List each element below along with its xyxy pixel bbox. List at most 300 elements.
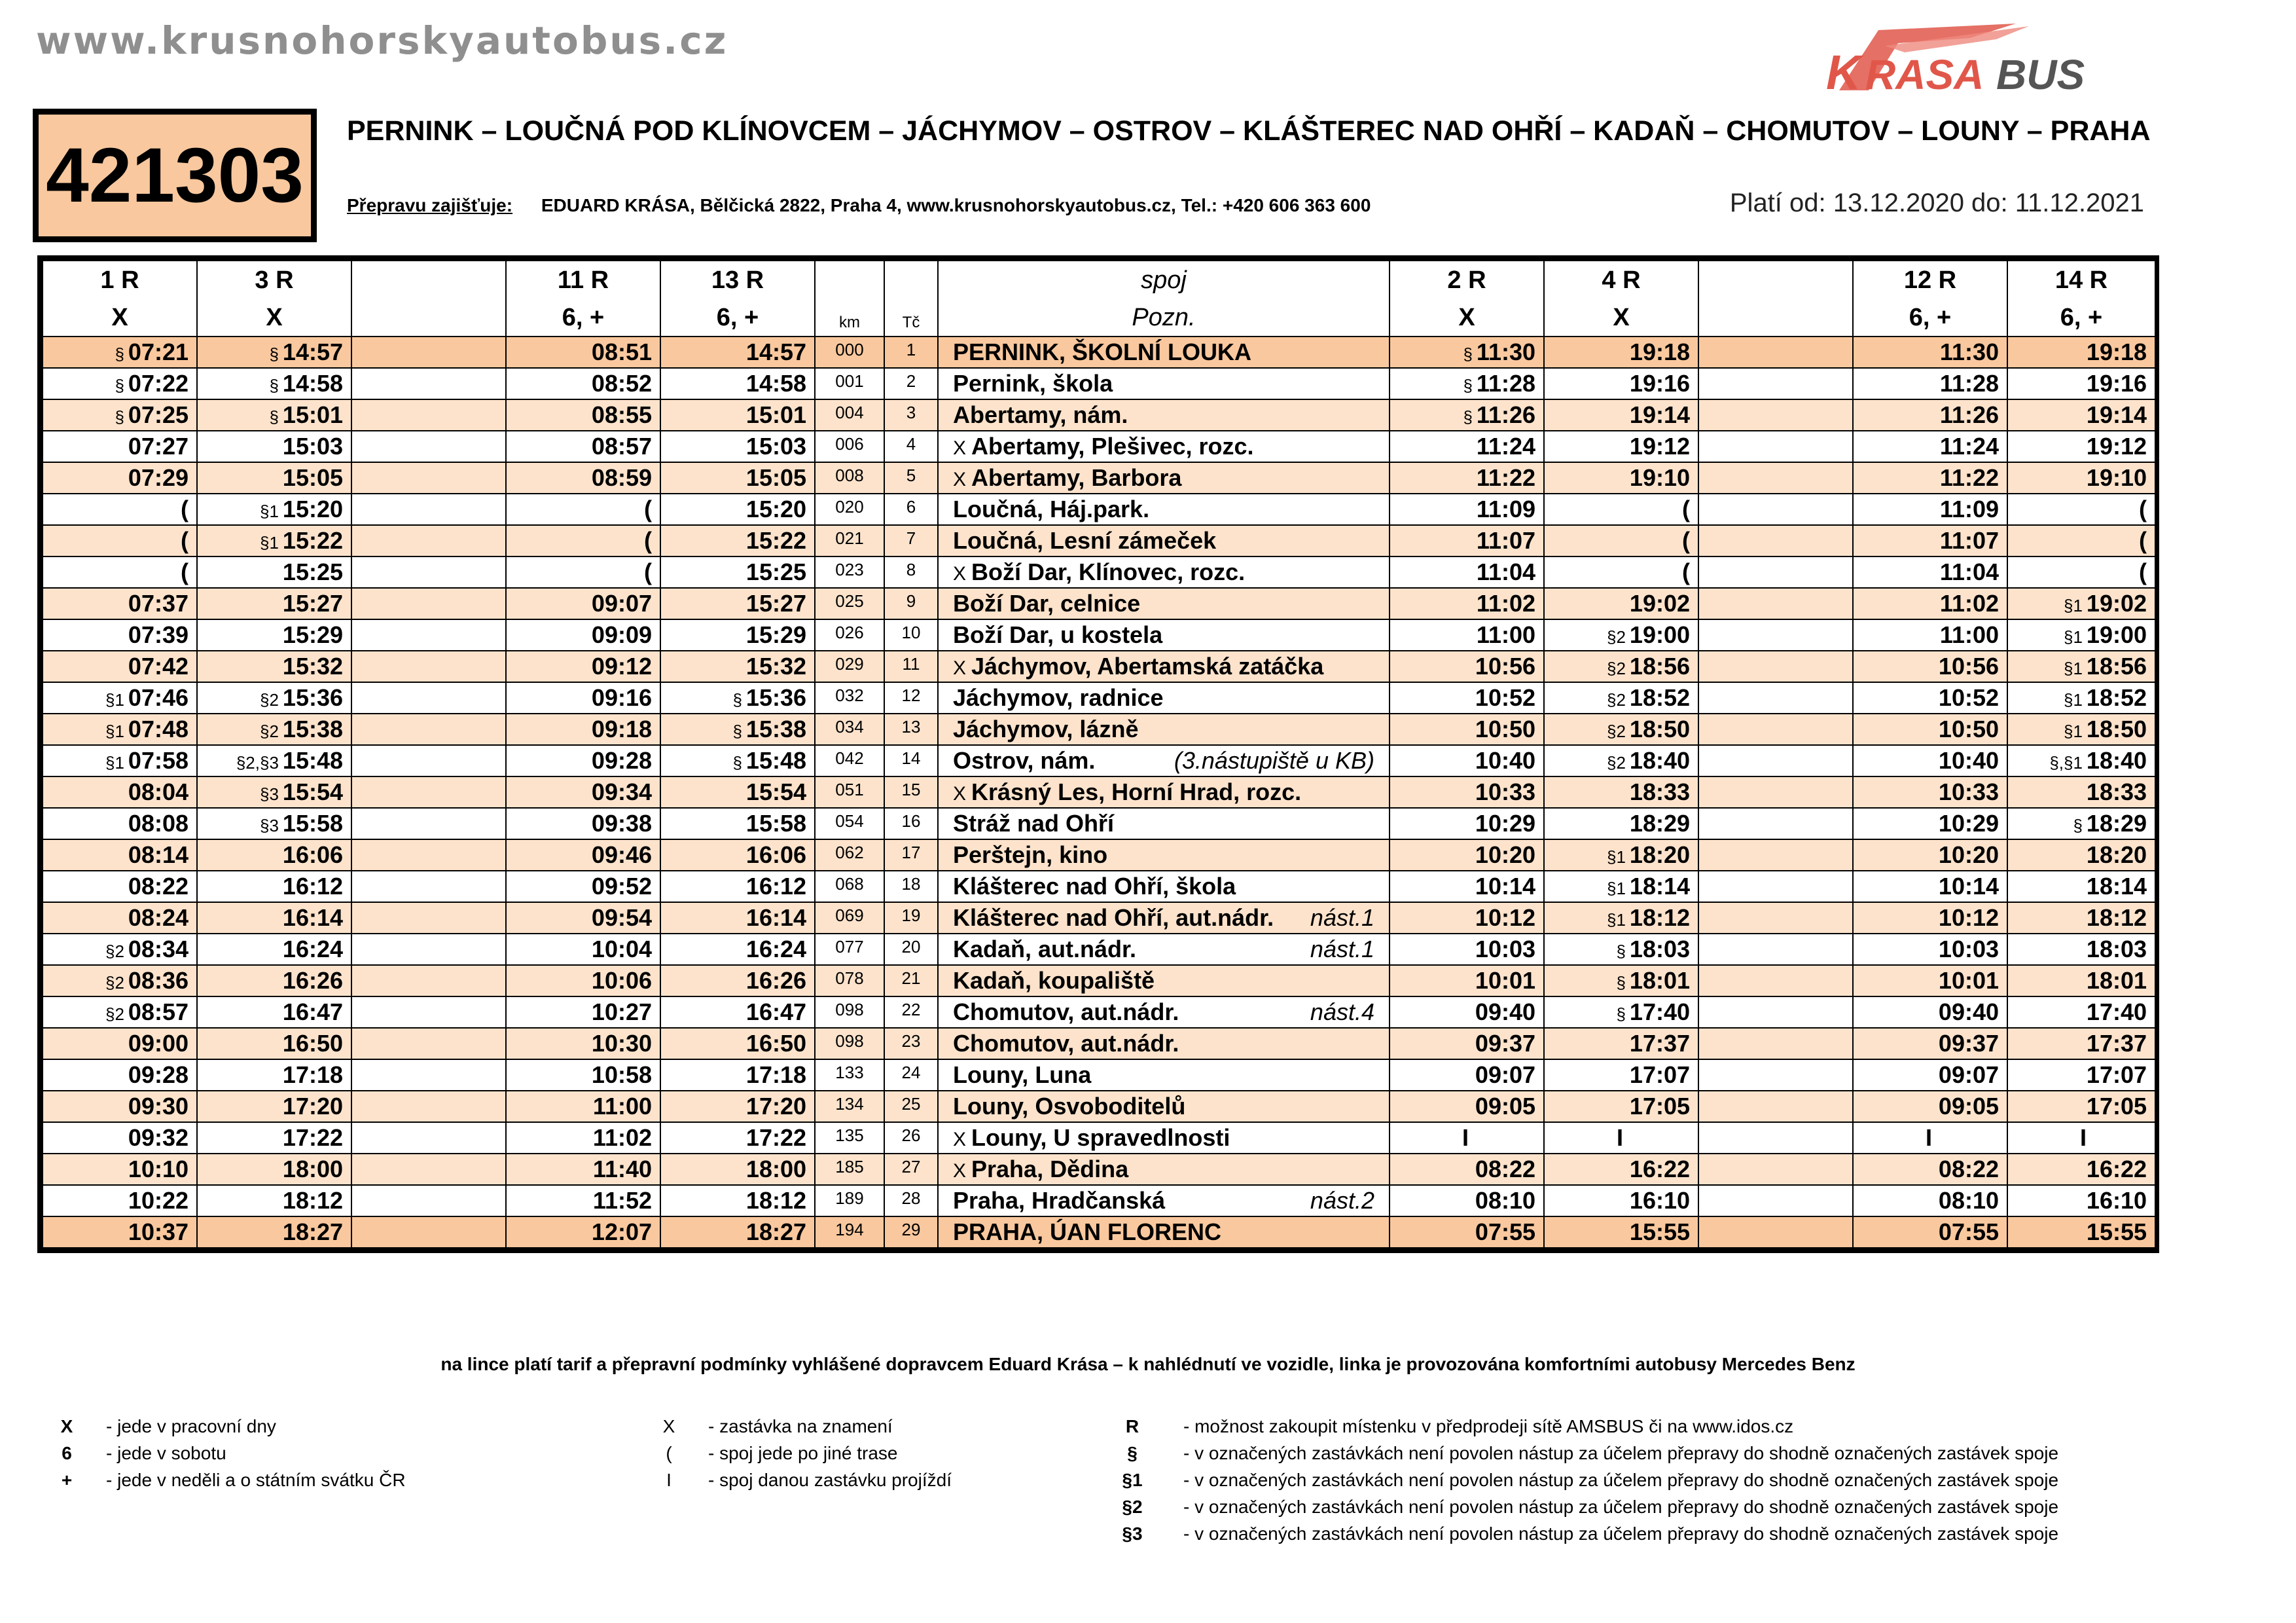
legend-symbol: 6 [62, 1443, 72, 1463]
restriction-mark: §2 [1607, 627, 1626, 647]
departure-time: 17:37 [2086, 1030, 2147, 1057]
time-cell [1544, 431, 1698, 462]
time-cell [2007, 714, 2155, 745]
time-cell [2007, 525, 2155, 556]
departure-time: 15:01 [282, 401, 343, 428]
time-cell [1698, 965, 1853, 996]
departure-time: 15:05 [745, 464, 806, 491]
stop-name: Boží Dar, u kostela [953, 621, 1163, 648]
time-cell [1698, 1122, 1853, 1154]
departure-time: 15:03 [745, 433, 806, 460]
time-cell [43, 745, 197, 776]
time-cell [2007, 1059, 2155, 1091]
tariff-note: na lince platí tarif a přepravní podmínky vyhlášené dopravcem Eduard Krása – k nahlédnutí ve vozidle, linka je provozována komfortními autobusy Mercedes Benz [440, 1354, 1856, 1374]
km-cell: 078 [815, 965, 884, 996]
time-cell [1390, 808, 1544, 839]
departure-time: 11:09 [1939, 496, 1999, 522]
time-cell [1853, 1028, 2007, 1059]
departure-time: 16:22 [2086, 1156, 2147, 1182]
time-cell [1853, 431, 2007, 462]
column-header: 1 R [43, 261, 197, 300]
km-cell: 042 [815, 745, 884, 776]
time-cell [1390, 399, 1544, 431]
departure-time: 09:37 [1475, 1030, 1535, 1057]
header-row-days [43, 300, 2155, 337]
time-cell [660, 619, 815, 651]
time-cell [660, 1028, 815, 1059]
time-cell [1390, 462, 1544, 494]
stop-name: Boží Dar, Klínovec, rozc. [971, 558, 1246, 585]
time-cell [1698, 839, 1853, 871]
time-cell [2007, 1122, 2155, 1154]
time-cell [351, 1091, 506, 1122]
time-cell [197, 337, 351, 368]
departure-time: 17:07 [2086, 1061, 2147, 1088]
stop-name-cell [938, 399, 1390, 431]
time-cell [2007, 399, 2155, 431]
departure-time: 18:50 [1629, 716, 1690, 742]
departure-time: 15:58 [745, 810, 806, 837]
time-cell [351, 651, 506, 682]
time-cell [1390, 494, 1544, 525]
time-cell [197, 965, 351, 996]
time-cell [2007, 1154, 2155, 1185]
departure-time: 10:29 [1475, 810, 1535, 837]
km-cell: 000 [815, 337, 884, 368]
restriction-mark: § [269, 344, 279, 364]
time-cell [660, 1216, 815, 1248]
departure-time: 17:18 [745, 1061, 806, 1088]
time-cell [43, 1091, 197, 1122]
departure-time: 15:36 [745, 684, 806, 711]
stop-number: 5 [884, 462, 938, 494]
time-cell [660, 808, 815, 839]
column-header: 11 R [506, 261, 660, 300]
site-url[interactable]: www.krusnohorskyautobus.cz [36, 18, 728, 63]
departure-time: 11:02 [1939, 590, 1999, 617]
time-cell [1698, 902, 1853, 934]
departure-time: 17:05 [1629, 1093, 1690, 1120]
departure-time: 14:58 [745, 370, 806, 397]
timetable-row [43, 651, 2155, 682]
time-cell [1544, 776, 1698, 808]
departure-time: 18:00 [745, 1156, 806, 1182]
timetable-row [43, 368, 2155, 399]
column-header: Tč [884, 300, 938, 337]
time-cell [1698, 462, 1853, 494]
departure-time: 11:30 [1939, 338, 1999, 365]
departure-time: 18:29 [2086, 810, 2147, 837]
time-cell [43, 368, 197, 399]
time-cell [1853, 1122, 2007, 1154]
stop-number: 6 [884, 494, 938, 525]
departure-time: 16:47 [745, 998, 806, 1025]
legend-item [1113, 1520, 2058, 1547]
departure-time: 18:40 [1629, 747, 1690, 774]
time-cell [660, 1122, 815, 1154]
timetable-row [43, 871, 2155, 902]
departure-time: 18:27 [282, 1218, 343, 1245]
stop-name-cell [938, 619, 1390, 651]
time-cell [1544, 1091, 1698, 1122]
time-cell [1853, 714, 2007, 745]
time-cell [197, 902, 351, 934]
time-cell [1698, 776, 1853, 808]
time-cell [1853, 1091, 2007, 1122]
time-cell [2007, 902, 2155, 934]
departure-time: 08:36 [128, 967, 188, 994]
restriction-mark: §2 [1607, 659, 1626, 678]
departure-time: 07:37 [128, 590, 188, 617]
time-cell [506, 996, 660, 1028]
departure-time: 08:59 [591, 464, 652, 491]
timetable-row [43, 714, 2155, 745]
time-cell [660, 462, 815, 494]
stop-name-cell [938, 431, 1390, 462]
time-cell [506, 337, 660, 368]
stop-number: 22 [884, 996, 938, 1028]
departure-time: 15:38 [745, 716, 806, 742]
time-cell [1390, 651, 1544, 682]
time-cell [506, 1185, 660, 1216]
stop-number: 15 [884, 776, 938, 808]
departure-time: ( [181, 558, 188, 585]
restriction-mark: §1 [1607, 847, 1626, 867]
legend-text: - jede v neděli a o státním svátku ČR [106, 1470, 406, 1490]
departure-time: 11:24 [1476, 433, 1535, 460]
timetable-row [43, 619, 2155, 651]
departure-time: 16:26 [745, 967, 806, 994]
departure-time: ( [181, 527, 188, 554]
column-header: 12 R [1853, 261, 2007, 300]
column-header: km [815, 300, 884, 337]
svg-text:RASA: RASA [1865, 51, 1984, 97]
departure-time: 09:54 [591, 904, 652, 931]
time-cell [1853, 965, 2007, 996]
time-cell [351, 934, 506, 965]
stop-name: Ostrov, nám. [953, 747, 1096, 774]
time-cell [506, 588, 660, 619]
time-cell [351, 871, 506, 902]
km-cell: 008 [815, 462, 884, 494]
restriction-mark: §2,§3 [236, 753, 279, 773]
operator-text: EDUARD KRÁSA, Bělčická 2822, Praha 4, www.krusnohorskyautobus.cz, Tel.: +420 606 363 600 [541, 195, 1371, 215]
restriction-mark: § [115, 344, 124, 364]
time-cell [197, 494, 351, 525]
departure-time: I [1617, 1124, 1624, 1151]
departure-time: 15:48 [745, 747, 806, 774]
timetable-table [42, 260, 2156, 1249]
time-cell [506, 902, 660, 934]
departure-time: 15:54 [282, 778, 343, 805]
km-cell: 185 [815, 1154, 884, 1185]
stop-name: PERNINK, ŠKOLNÍ LOUKA [953, 338, 1252, 365]
km-cell: 069 [815, 902, 884, 934]
departure-time: 16:12 [282, 873, 343, 900]
line-number-box [33, 109, 317, 242]
time-cell [660, 399, 815, 431]
departure-time: 17:20 [745, 1093, 806, 1120]
departure-time: 18:20 [1629, 841, 1690, 868]
time-cell [660, 934, 815, 965]
departure-time: 10:10 [128, 1156, 188, 1182]
stop-name-cell [938, 337, 1390, 368]
departure-time: 15:55 [2086, 1218, 2147, 1245]
km-cell: 021 [815, 525, 884, 556]
column-header [351, 300, 506, 337]
time-cell [506, 399, 660, 431]
time-cell [2007, 682, 2155, 714]
time-cell [1390, 1154, 1544, 1185]
km-cell: 062 [815, 839, 884, 871]
km-cell: 098 [815, 996, 884, 1028]
departure-time: ( [1682, 527, 1690, 554]
time-cell [197, 556, 351, 588]
stop-name-cell [938, 808, 1390, 839]
time-cell [43, 1028, 197, 1059]
time-cell [197, 776, 351, 808]
departure-time: 16:06 [745, 841, 806, 868]
time-cell [43, 934, 197, 965]
departure-time: 18:20 [2086, 841, 2147, 868]
time-cell [197, 714, 351, 745]
time-cell [43, 996, 197, 1028]
departure-time: 07:55 [1938, 1218, 1999, 1245]
legend-symbol: X [60, 1416, 73, 1436]
departure-time: 11:28 [1939, 370, 1999, 397]
stop-name: Perštejn, kino [953, 841, 1108, 868]
column-header: X [43, 300, 197, 337]
stop-number: 27 [884, 1154, 938, 1185]
stop-name: Stráž nad Ohří [953, 810, 1115, 837]
stop-name-cell [938, 714, 1390, 745]
column-header [884, 261, 938, 300]
restriction-mark: §3 [260, 816, 279, 835]
departure-time: 07:29 [128, 464, 188, 491]
legend-item [655, 1440, 952, 1467]
departure-time: 15:48 [282, 747, 343, 774]
time-cell [1544, 651, 1698, 682]
time-cell [1698, 1216, 1853, 1248]
stop-name: Abertamy, Barbora [971, 464, 1182, 491]
departure-time: 08:34 [128, 936, 188, 962]
time-cell [1544, 1216, 1698, 1248]
time-cell [1698, 871, 1853, 902]
column-header: X [197, 300, 351, 337]
time-cell [2007, 776, 2155, 808]
time-cell [43, 556, 197, 588]
departure-time: 09:18 [591, 716, 652, 742]
departure-time: 15:58 [282, 810, 343, 837]
timetable-row [43, 965, 2155, 996]
column-header [351, 261, 506, 300]
legend-text: - spoj danou zastávku projíždí [708, 1470, 952, 1490]
stop-name-cell [938, 745, 1390, 776]
stop-name-cell [938, 462, 1390, 494]
time-cell [351, 902, 506, 934]
departure-time: 08:10 [1938, 1187, 1999, 1214]
departure-time: I [1926, 1124, 1933, 1151]
stop-name: Louny, U spravedlnosti [971, 1124, 1230, 1151]
restriction-mark: §3 [260, 784, 279, 804]
legend-item [52, 1413, 406, 1440]
time-cell [1390, 1028, 1544, 1059]
departure-time: 09:28 [591, 747, 652, 774]
svg-text:BUS: BUS [1996, 51, 2085, 97]
departure-time: 18:27 [745, 1218, 806, 1245]
time-cell [197, 525, 351, 556]
departure-time: 18:33 [1629, 778, 1690, 805]
column-header: 4 R [1544, 261, 1698, 300]
departure-time: 11:24 [1939, 433, 1999, 460]
departure-time: 16:12 [745, 873, 806, 900]
legend-item [655, 1467, 952, 1493]
time-cell [1390, 745, 1544, 776]
time-cell [1544, 1154, 1698, 1185]
time-cell [197, 588, 351, 619]
departure-time: 11:00 [1476, 621, 1535, 648]
departure-time: 17:40 [1629, 998, 1690, 1025]
restriction-mark: §1 [1607, 879, 1626, 898]
departure-time: 09:09 [591, 621, 652, 648]
time-cell [1853, 1216, 2007, 1248]
time-cell [2007, 494, 2155, 525]
departure-time: 11:22 [1476, 464, 1535, 491]
stop-number: 26 [884, 1122, 938, 1154]
time-cell [506, 682, 660, 714]
departure-time: 14:57 [745, 338, 806, 365]
time-cell [2007, 996, 2155, 1028]
departure-time: 10:33 [1938, 778, 1999, 805]
departure-time: 16:50 [282, 1030, 343, 1057]
time-cell [351, 682, 506, 714]
departure-time: 07:58 [128, 747, 188, 774]
column-header: Pozn. [938, 300, 1390, 337]
departure-time: 19:16 [2086, 370, 2147, 397]
legend-item [655, 1413, 952, 1440]
time-cell [2007, 1216, 2155, 1248]
stop-name: Louny, Osvoboditelů [953, 1093, 1186, 1120]
timetable-row [43, 808, 2155, 839]
time-cell [1544, 934, 1698, 965]
departure-time: 18:14 [2086, 873, 2147, 900]
legend-item [52, 1440, 406, 1467]
departure-time: 16:10 [1629, 1187, 1690, 1214]
time-cell [197, 399, 351, 431]
time-cell [660, 776, 815, 808]
time-cell [1698, 1091, 1853, 1122]
departure-time: 11:00 [592, 1093, 652, 1120]
legend-symbol: R [1125, 1416, 1139, 1436]
time-cell [660, 902, 815, 934]
time-cell [43, 651, 197, 682]
departure-time: 15:20 [282, 496, 343, 522]
departure-time: 17:05 [2086, 1093, 2147, 1120]
time-cell [1390, 996, 1544, 1028]
departure-time: ( [1682, 496, 1690, 522]
time-cell [351, 494, 506, 525]
stop-name-cell [938, 839, 1390, 871]
time-cell [351, 965, 506, 996]
restriction-mark: § [1616, 973, 1626, 993]
departure-time: 10:58 [591, 1061, 652, 1088]
stop-name: Kadaň, koupaliště [953, 967, 1155, 994]
column-header: 14 R [2007, 261, 2155, 300]
timetable-row [43, 494, 2155, 525]
restriction-mark: §1 [260, 533, 279, 553]
time-cell [197, 462, 351, 494]
time-cell [2007, 1185, 2155, 1216]
stop-number: 11 [884, 651, 938, 682]
legend-restrictions [1113, 1413, 2058, 1547]
legend-symbol: §2 [1122, 1497, 1143, 1517]
departure-time: 11:26 [1476, 401, 1535, 428]
time-cell [351, 776, 506, 808]
restriction-mark: §1 [2064, 721, 2083, 741]
time-cell [1698, 368, 1853, 399]
time-cell [351, 1122, 506, 1154]
departure-time: 16:24 [745, 936, 806, 962]
stop-name: Jáchymov, lázně [953, 716, 1139, 742]
time-cell [1853, 1154, 2007, 1185]
time-cell [1390, 965, 1544, 996]
time-cell [1853, 494, 2007, 525]
time-cell [197, 808, 351, 839]
departure-time: 08:22 [1938, 1156, 1999, 1182]
departure-time: 16:26 [282, 967, 343, 994]
time-cell [1698, 808, 1853, 839]
time-cell [1544, 996, 1698, 1028]
stop-name-cell [938, 494, 1390, 525]
departure-time: 11:07 [1939, 527, 1999, 554]
stop-number: 25 [884, 1091, 938, 1122]
departure-time: 15:36 [282, 684, 343, 711]
time-cell [1698, 1185, 1853, 1216]
restriction-mark: §1 [2064, 690, 2083, 710]
departure-time: 09:28 [128, 1061, 188, 1088]
time-cell [506, 839, 660, 871]
departure-time: 16:14 [745, 904, 806, 931]
departure-time: 15:22 [745, 527, 806, 554]
departure-time: 11:00 [1939, 621, 1999, 648]
restriction-mark: § [2073, 816, 2083, 835]
departure-time: 18:52 [1629, 684, 1690, 711]
time-cell [351, 525, 506, 556]
stop-name: Louny, Luna [953, 1061, 1092, 1088]
departure-time: 18:01 [2086, 967, 2147, 994]
stop-number: 16 [884, 808, 938, 839]
time-cell [1390, 619, 1544, 651]
time-cell [660, 1091, 815, 1122]
km-cell: 025 [815, 588, 884, 619]
stop-name: Jáchymov, radnice [953, 684, 1164, 711]
departure-time: 07:46 [128, 684, 188, 711]
timetable-row [43, 1059, 2155, 1091]
timetable-row [43, 1091, 2155, 1122]
stop-number: 12 [884, 682, 938, 714]
request-stop-mark: X [953, 437, 967, 459]
departure-time: 10:50 [1938, 716, 1999, 742]
departure-time: 19:02 [1629, 590, 1690, 617]
column-header: X [1544, 300, 1698, 337]
time-cell [43, 776, 197, 808]
stop-name-cell [938, 776, 1390, 808]
time-cell [660, 337, 815, 368]
stop-number: 19 [884, 902, 938, 934]
departure-time: 15:54 [745, 778, 806, 805]
departure-time: 07:55 [1475, 1218, 1535, 1245]
km-cell: 006 [815, 431, 884, 462]
